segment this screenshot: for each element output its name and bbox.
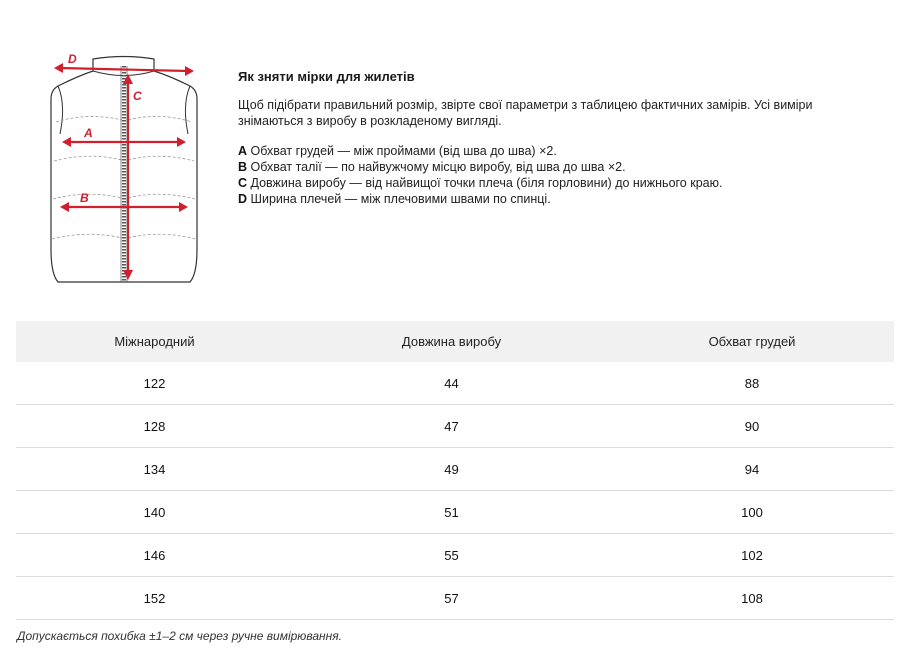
definition-text: Обхват грудей — між проймами (від шва до шва) ×2. (247, 144, 557, 158)
definition-text: Обхват талії — по найвужчому місцю виробу, від шва до шва ×2. (247, 160, 626, 174)
definition-d (238, 191, 878, 207)
table-row (16, 534, 894, 577)
cell-length: 47 (293, 405, 610, 448)
table-row (16, 362, 894, 405)
cell-international: 140 (16, 491, 293, 534)
header-international: Міжнародний (16, 321, 293, 362)
vest-measurement-diagram (48, 44, 208, 292)
definition-b (238, 159, 878, 175)
label-b: B (80, 191, 89, 205)
definition-text: Довжина виробу — від найвищої точки плеча (біля горловини) до нижнього краю. (247, 176, 723, 190)
instructions-title: Як зняти мірки для жилетів (238, 69, 415, 84)
measurement-instructions (238, 69, 878, 207)
cell-international: 146 (16, 534, 293, 577)
cell-international: 122 (16, 362, 293, 405)
label-d: D (68, 52, 77, 66)
cell-international: 134 (16, 448, 293, 491)
cell-length: 57 (293, 577, 610, 620)
cell-length: 49 (293, 448, 610, 491)
header-chest: Обхват грудей (610, 321, 894, 362)
table-row (16, 448, 894, 491)
cell-chest: 90 (610, 405, 894, 448)
cell-chest: 94 (610, 448, 894, 491)
size-table (16, 321, 894, 620)
cell-length: 44 (293, 362, 610, 405)
definition-c (238, 175, 878, 191)
cell-length: 55 (293, 534, 610, 577)
definition-letter: C (238, 176, 248, 190)
cell-international: 128 (16, 405, 293, 448)
definition-a (238, 143, 878, 159)
label-c: C (133, 89, 142, 103)
cell-chest: 100 (610, 491, 894, 534)
instructions-intro: Щоб підібрати правильний розмір, звірте свої параметри з таблицею фактичних замірів. Усі виміри знімаються з виробу в розкладеному вигляді. (238, 98, 813, 128)
definition-text: Ширина плечей — між плечовими швами по спинці. (247, 192, 551, 206)
cell-chest: 102 (610, 534, 894, 577)
vest-illustration (48, 44, 208, 292)
measurement-footnote: Допускається похибка ±1–2 см через ручне вимірювання. (17, 629, 342, 643)
table-row (16, 405, 894, 448)
definition-letter: D (238, 192, 248, 206)
table-row (16, 491, 894, 534)
cell-international: 152 (16, 577, 293, 620)
definition-letter: B (238, 160, 248, 174)
cell-chest: 108 (610, 577, 894, 620)
table-header-row (16, 321, 894, 362)
cell-chest: 88 (610, 362, 894, 405)
label-a: A (84, 126, 93, 140)
header-length: Довжина виробу (293, 321, 610, 362)
table-row (16, 577, 894, 620)
cell-length: 51 (293, 491, 610, 534)
definition-letter: A (238, 144, 248, 158)
